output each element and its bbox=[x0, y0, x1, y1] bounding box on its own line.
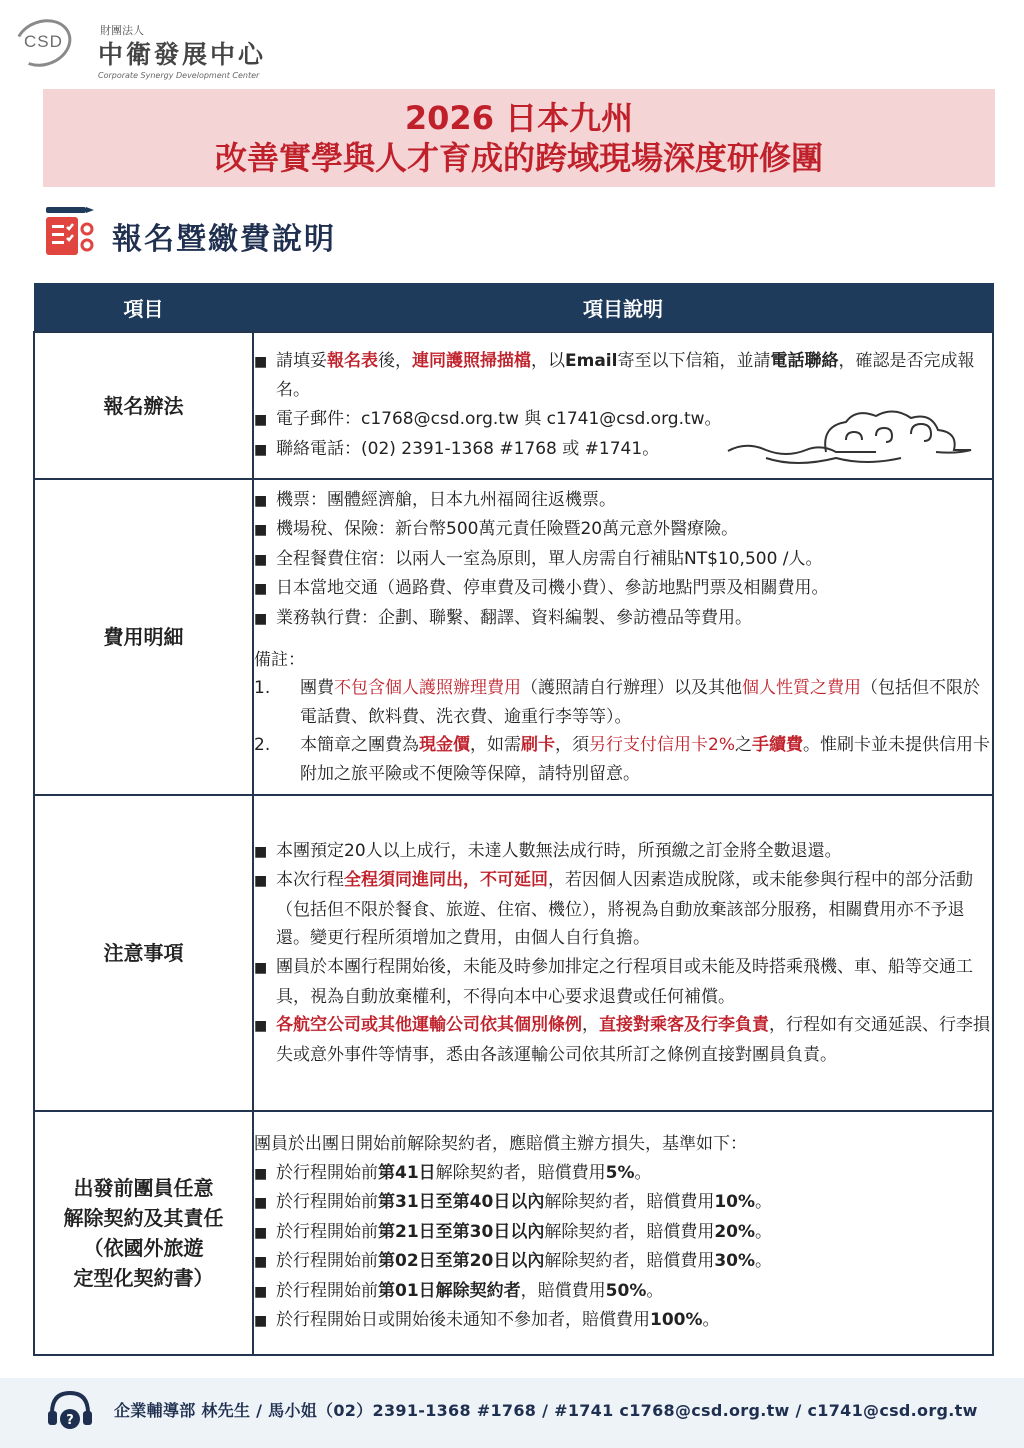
title-banner bbox=[43, 89, 995, 187]
table-header-row bbox=[34, 284, 993, 333]
table-row-fees bbox=[34, 479, 993, 795]
cloud-decoration-icon bbox=[726, 406, 976, 476]
header-item: 項目 bbox=[34, 284, 253, 333]
table-row-notice bbox=[34, 795, 993, 1111]
bullet-notice-4: ■ 各航空公司或其他運輸公司依其個別條例，直接對乘客及行李負責，行程如有交通延誤、行李損失或意外事件等情事，悉由各該運輸公司依其所訂之條例直接對團員負責。 bbox=[254, 1011, 992, 1069]
csd-logo bbox=[14, 18, 274, 78]
logo-name: 中衛發展中心 bbox=[98, 40, 267, 69]
logo-small-text: 財團法人 bbox=[100, 24, 144, 37]
title-line1: 2026 日本九州 bbox=[404, 99, 634, 137]
checklist-pencil-icon bbox=[42, 205, 96, 259]
header-description: 項目說明 bbox=[253, 284, 993, 333]
row-label-fees: 費用明細 bbox=[34, 479, 253, 795]
info-table bbox=[33, 283, 994, 1356]
section-title: 報名暨繳費說明 bbox=[112, 222, 336, 257]
cancel-rule-5: ■ 於行程開始前第01日解除契約者，賠償費用50%。 bbox=[254, 1277, 992, 1307]
bullet-fees-3: ■ 全程餐費住宿：以兩人一室為原則，單人房需自行補貼NT$10,500 /人。 bbox=[254, 545, 992, 575]
headset-icon bbox=[44, 1385, 96, 1437]
note-item-2: 2. 本簡章之團費為現金價，如需刷卡，須另行支付信用卡2%之手續費。惟刷卡並未提供信用卡附加之旅平險或不便險等保障，請特別留意。 bbox=[254, 735, 990, 784]
row-content-fees bbox=[253, 479, 993, 795]
note-item-1: 1. 團費不包含個人護照辦理費用（護照請自行辦理）以及其他個人性質之費用（包括但不限於電話費、飲料費、洗衣費、逾重行李等等）。 bbox=[254, 678, 980, 727]
note-heading: 備註： bbox=[254, 649, 305, 670]
cancel-rule-3: ■ 於行程開始前第21日至第30日以內解除契約者，賠償費用20%。 bbox=[254, 1218, 992, 1248]
svg-text:?: ? bbox=[66, 1413, 74, 1428]
title-line2: 改善實學與人才育成的跨域現場深度研修團 bbox=[214, 139, 823, 177]
table-row-cancel bbox=[34, 1111, 993, 1355]
row-label-cancel: 出發前團員任意 解除契約及其責任 （依國外旅遊 定型化契約書） bbox=[34, 1111, 253, 1355]
bullet-fees-4: ■ 日本當地交通（過路費、停車費及司機小費）、參訪地點門票及相關費用。 bbox=[254, 574, 992, 604]
row-label-notice: 注意事項 bbox=[34, 795, 253, 1111]
cancel-rule-4: ■ 於行程開始前第02日至第20日以內解除契約者，賠償費用30%。 bbox=[254, 1247, 992, 1277]
row-content-signup bbox=[253, 332, 993, 479]
logo-mark: CSD bbox=[24, 32, 63, 51]
bullet-notice-2: ■ 本次行程全程須同進同出，不可延回，若因個人因素造成脫隊，或未能參與行程中的部分活動（包括但不限於餐食、旅遊、住宿、機位），將視為自動放棄該部分服務，相關費用亦不予退還。變更行程所須增加之費用，由個人自行負擔。 bbox=[254, 866, 992, 953]
bullet-fees-5: ■ 業務執行費：企劃、聯繫、翻譯、資料編製、參訪禮品等費用。 bbox=[254, 604, 992, 634]
cancel-rule-6: ■ 於行程開始日或開始後未通知不參加者，賠償費用100%。 bbox=[254, 1306, 992, 1336]
bullet-notice-3: ■ 團員於本團行程開始後，未能及時參加排定之行程項目或未能及時搭乘飛機、車、船等交通工具，視為自動放棄權利，不得向本中心要求退費或任何補償。 bbox=[254, 953, 992, 1011]
bullet-fees-2: ■ 機場稅、保險：新台幣500萬元責任險暨20萬元意外醫療險。 bbox=[254, 515, 992, 545]
row-content-notice bbox=[253, 795, 993, 1111]
bullet-signup-1: ■ 請填妥報名表後，連同護照掃描檔，以Email寄至以下信箱，並請電話聯絡，確認是否完成報名。 bbox=[254, 347, 992, 405]
cancel-intro: 團員於出團日開始前解除契約者，應賠償主辦方損失，基準如下： bbox=[254, 1133, 747, 1154]
table-row-signup bbox=[34, 332, 993, 479]
bullet-fees-1: ■ 機票：團體經濟艙，日本九州福岡往返機票。 bbox=[254, 486, 992, 516]
row-label-signup: 報名辦法 bbox=[34, 332, 253, 479]
bullet-signup-phone: ■ 聯絡電話：(02) 2391-1368 #1768 或 #1741。 bbox=[254, 435, 992, 465]
bullet-signup-email: ■ 電子郵件：c1768@csd.org.tw 與 c1741@csd.org.tw。 bbox=[254, 405, 992, 435]
logo-english: Corporate Synergy Development Center bbox=[98, 71, 260, 80]
row-content-cancel bbox=[253, 1111, 993, 1355]
footer-contact: 企業輔導部 林先生 / 馬小姐（02）2391-1368 #1768 / #1741 c1768@csd.org.tw / c1741@csd.org.tw bbox=[114, 1401, 978, 1420]
cancel-rule-2: ■ 於行程開始前第31日至第40日以內解除契約者，賠償費用10%。 bbox=[254, 1188, 992, 1218]
bullet-notice-1: ■ 本團預定20人以上成行，未達人數無法成行時，所預繳之訂金將全數退還。 bbox=[254, 837, 992, 867]
cancel-rule-1: ■ 於行程開始前第41日解除契約者，賠償費用5%。 bbox=[254, 1159, 992, 1189]
